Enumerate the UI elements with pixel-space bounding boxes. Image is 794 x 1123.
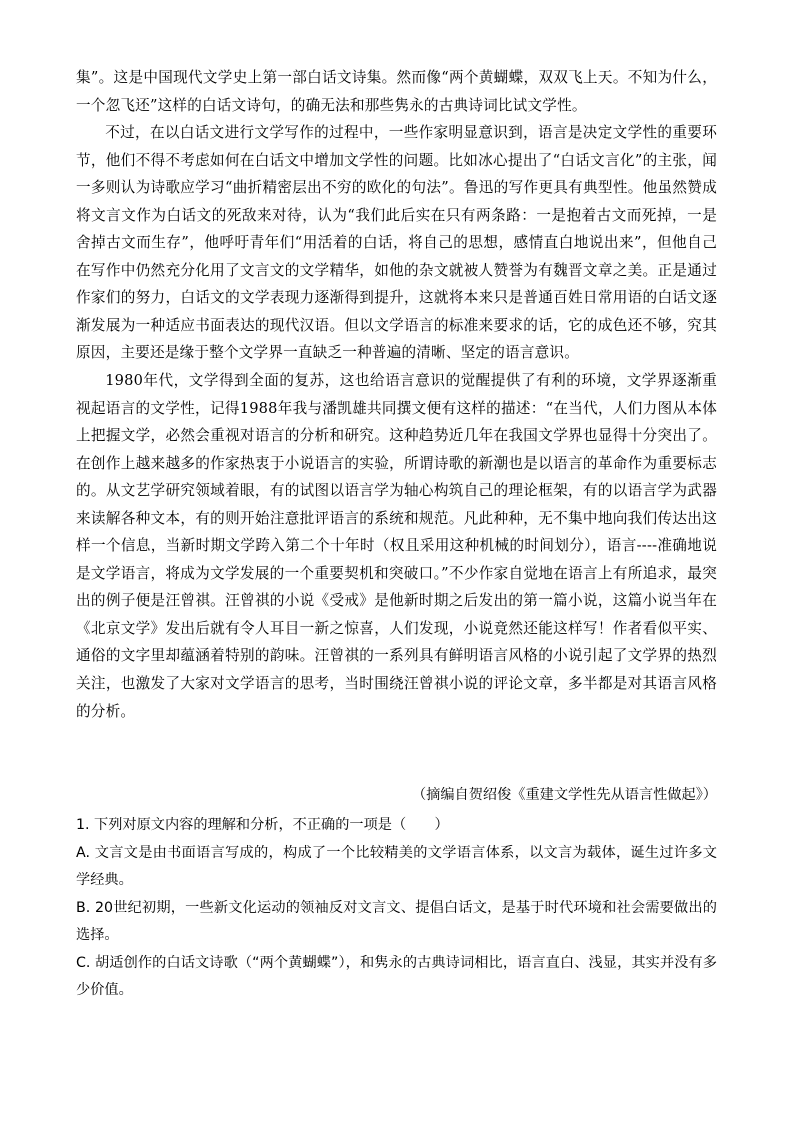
passage-paragraph-3: 1980年代，文学得到全面的复苏，这也给语言意识的觉醒提供了有利的环境，文学界逐渐重视起语言的文学性，记得1988年我与潘凯雄共同撰文便有这样的描述：“在当代，人们力图从本体上把握文学，必然会重视对语言的分析和研究。这种趋势近几年在我国文学界也显得十分突出了。在创作上越来越多的作家热衷于小说语言的实验，所谓诗歌的新潮也是以语言的革命作为重要标志的。从文艺学研究领域着眼，有的试图以语言学为轴心构筑自己的理论框架，有的以语言学为武器来读解各种文本，有的则开始注意批评语言的系统和规范。凡此种种，无不集中地向我们传达出这样一个信息，当新时期文学跨入第二个十年时（权且采用这种机械的时间划分），语言----准确地说是文学语言，将成为文学发展的一个重要契机和突破口。”不少作家自觉地在语言上有所追求，最突出的例子便是汪曾祺。汪曾祺的小说《受戒》是他新时期之后发出的第一篇小说，这篇小说当年在《北京文学》发出后就有令人耳目一新之惊喜，人们发现，小说竟然还能这样写！作者看似平实、通俗的文字里却蕴涵着特别的韵味。汪曾祺的一系列具有鲜明语言风格的小说引起了文学界的热烈关注，也激发了大家对文学语言的思考，当时围绕汪曾祺小说的评论文章，多半都是对其语言风格的分析。 [76, 372, 717, 720]
option-c: C. 胡适创作的白话文诗歌（“两个黄蝴蝶”），和隽永的古典诗词相比，语言直白、浅显，其实并没有多少价值。 [76, 954, 717, 998]
question-1-stem: 1. 下列对原文内容的理解和分析，不正确的一项是（ ） [76, 817, 449, 833]
option-a: A. 文言文是由书面语言写成的，构成了一个比较精美的文学语言体系，以文言为载体，诞生过许多文学经典。 [76, 844, 717, 888]
passage-source: （摘编自贺绍俊《重建文学性先从语言性做起》） [411, 787, 717, 803]
option-b: B. 20世纪初期，一些新文化运动的领袖反对文言文、提倡白话文，是基于时代环境和社会需要做出的选择。 [76, 899, 717, 943]
question-block [76, 812, 717, 1005]
reading-passage [76, 64, 717, 725]
passage-paragraph-1: 集”。这是中国现代文学史上第一部白话文诗集。然而像“两个黄蝴蝶，双双飞上天。不知为什么，一个忽飞还”这样的白话文诗句，的确无法和那些隽永的古典诗词比试文学性。 [76, 69, 717, 114]
passage-paragraph-2: 不过，在以白话文进行文学写作的过程中，一些作家明显意识到，语言是决定文学性的重要环节，他们不得不考虑如何在白话文中增加文学性的问题。比如冰心提出了“白话文言化”的主张，闻一多则认为诗歌应学习“曲折精密层出不穷的欧化的句法”。鲁迅的写作更具有典型性。他虽然赞成将文言文作为白话文的死敌来对待，认为“我们此后实在只有两条路：一是抱着古文而死掉，一是舍掉古文而生存”，他呼吁青年们“用活着的白话，将自己的思想，感情直白地说出来”，但他自己在写作中仍然充分化用了文言文的文学精华，如他的杂文就被人赞誉为有魏晋文章之美。正是通过作家们的努力，白话文的文学表现力逐渐得到提升，这就将本来只是普通百姓日常用语的白话文逐渐发展为一种适应书面表达的现代汉语。但以文学语言的标准来要求的话，它的成色还不够，究其原因，主要还是缘于整个文学界一直缺乏一种普遍的清晰、坚定的语言意识。 [76, 124, 717, 362]
